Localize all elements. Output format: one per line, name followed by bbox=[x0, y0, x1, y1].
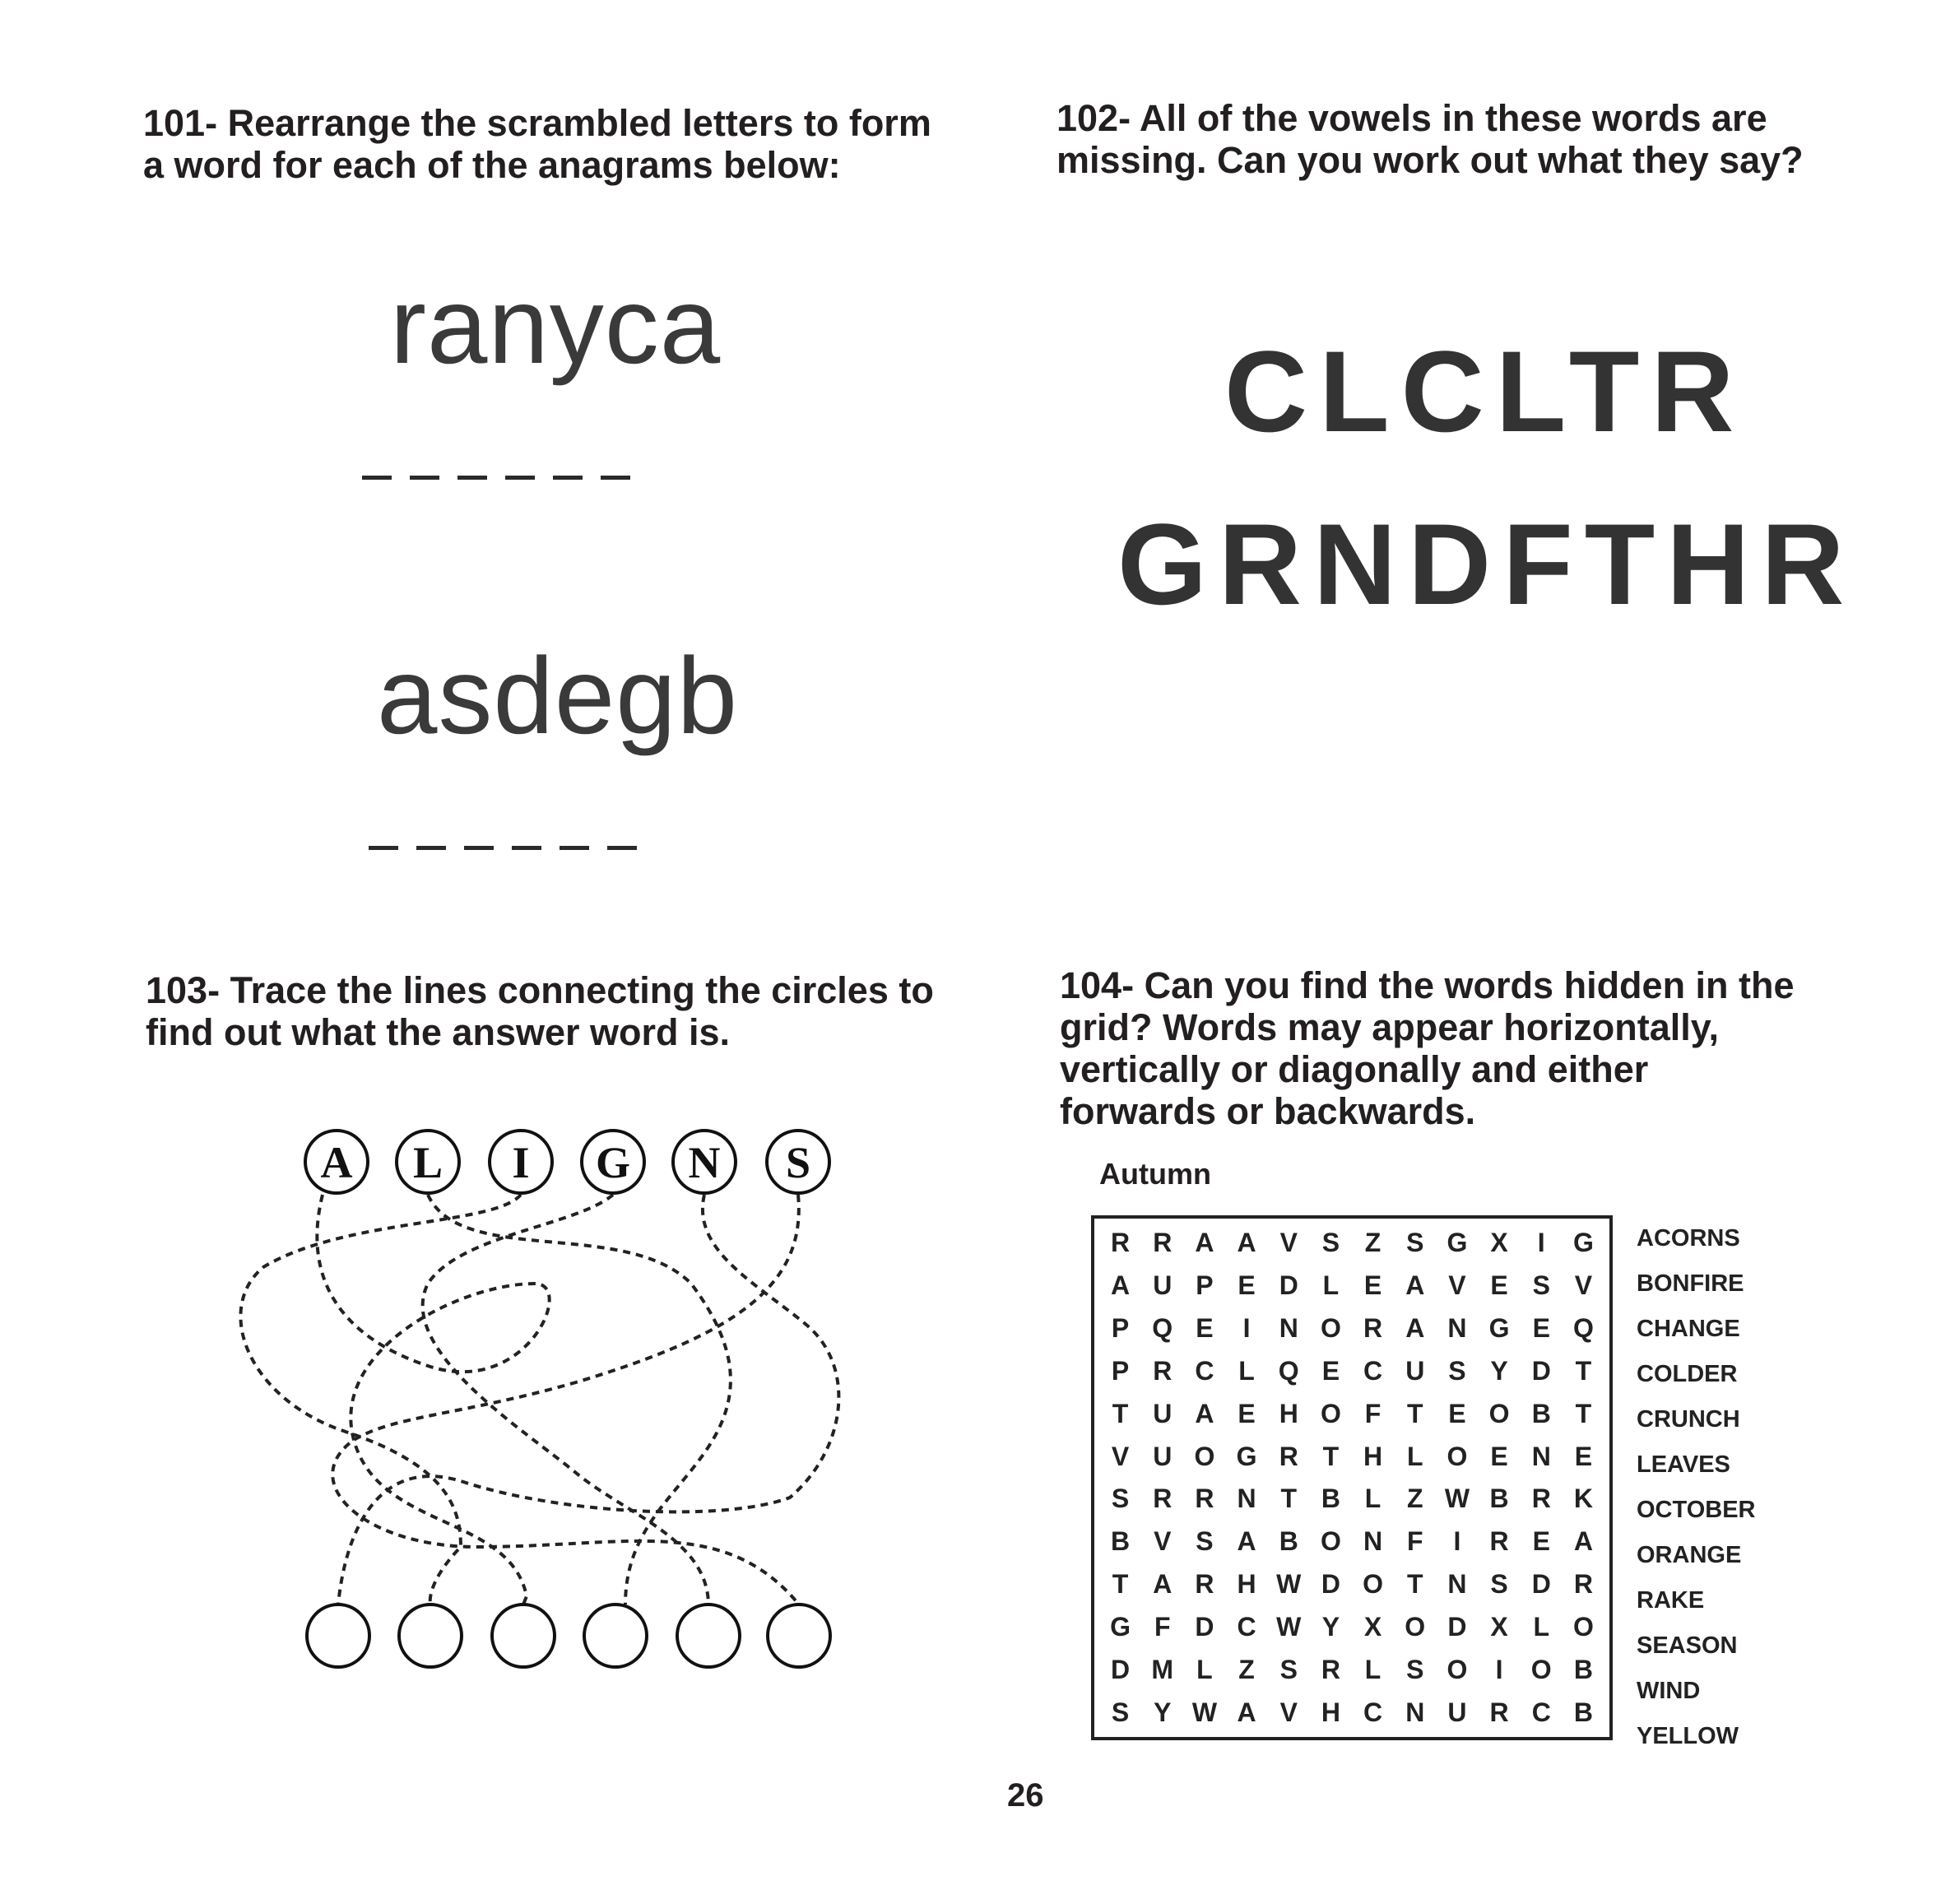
grid-letter: L bbox=[1322, 1270, 1340, 1301]
grid-letter: V bbox=[1154, 1526, 1172, 1557]
grid-letter: H bbox=[1321, 1697, 1340, 1727]
grid-letter: Y bbox=[1490, 1355, 1508, 1386]
grid-letter: Q bbox=[1278, 1355, 1299, 1386]
circle-letter: G bbox=[595, 1138, 631, 1187]
grid-letter: C bbox=[1195, 1355, 1214, 1386]
grid-letter: S bbox=[1532, 1270, 1550, 1301]
grid-letter: B bbox=[1279, 1526, 1298, 1557]
answer-circle bbox=[584, 1604, 647, 1667]
vowelless-word-2: GRNDFTHR bbox=[1117, 499, 1856, 629]
grid-letter: O bbox=[1320, 1313, 1341, 1344]
grid-letter: H bbox=[1279, 1398, 1298, 1428]
grid-letter: S bbox=[1406, 1654, 1424, 1684]
circle-letter: A bbox=[320, 1138, 353, 1187]
grid-letter: C bbox=[1363, 1355, 1383, 1386]
grid-letter: L bbox=[1364, 1484, 1382, 1514]
grid-letter: C bbox=[1363, 1697, 1383, 1727]
grid-letter: W bbox=[1276, 1569, 1302, 1600]
grid-letter: Q bbox=[1572, 1313, 1594, 1344]
word-list-item: WIND bbox=[1637, 1678, 1701, 1704]
grid-letter: E bbox=[1238, 1270, 1256, 1301]
grid-letter: Z bbox=[1364, 1228, 1382, 1258]
grid-letter: E bbox=[1532, 1313, 1550, 1344]
grid-letter: R bbox=[1279, 1441, 1298, 1471]
grid-letter: A bbox=[1111, 1270, 1131, 1301]
grid-letter: R bbox=[1111, 1228, 1131, 1258]
grid-letter: P bbox=[1111, 1355, 1130, 1386]
grid-letter: N bbox=[1447, 1569, 1467, 1600]
grid-letter: G bbox=[1447, 1228, 1468, 1258]
grid-letter: E bbox=[1490, 1441, 1508, 1471]
grid-letter: L bbox=[1533, 1611, 1550, 1642]
grid-letter: B bbox=[1573, 1654, 1593, 1684]
grid-letter: G bbox=[1572, 1228, 1594, 1258]
answer-circle bbox=[492, 1604, 555, 1667]
grid-letter: O bbox=[1572, 1611, 1594, 1642]
answer-circle bbox=[768, 1604, 830, 1667]
grid-letter: A bbox=[1237, 1526, 1256, 1557]
word-list bbox=[1637, 1216, 1755, 1759]
grid-letter: A bbox=[1573, 1526, 1593, 1557]
circle-letter: N bbox=[688, 1138, 721, 1187]
word-list-item: ORANGE bbox=[1637, 1542, 1742, 1568]
grid-letter: O bbox=[1447, 1654, 1468, 1684]
grid-letter: N bbox=[1405, 1697, 1425, 1727]
word-list-item: OCTOBER bbox=[1637, 1497, 1756, 1523]
grid-letter: O bbox=[1447, 1441, 1468, 1471]
grid-letter: U bbox=[1153, 1270, 1173, 1301]
grid-letter: O bbox=[1320, 1398, 1341, 1428]
grid-letter: O bbox=[1405, 1611, 1426, 1642]
word-list-item: SEASON bbox=[1637, 1632, 1738, 1659]
grid-letter: R bbox=[1195, 1484, 1214, 1514]
grid-letter: D bbox=[1531, 1355, 1551, 1386]
word-search-title: Autumn bbox=[1099, 1157, 1211, 1191]
grid-letter: X bbox=[1490, 1611, 1508, 1642]
grid-letter: Z bbox=[1406, 1484, 1423, 1514]
grid-letter: L bbox=[1196, 1654, 1213, 1684]
grid-letter: O bbox=[1194, 1441, 1215, 1471]
grid-letter: T bbox=[1322, 1441, 1340, 1471]
grid-letter: H bbox=[1363, 1441, 1383, 1471]
grid-letter: N bbox=[1447, 1313, 1467, 1344]
grid-letter: F bbox=[1154, 1611, 1171, 1642]
word-search-grid bbox=[1091, 1215, 1613, 1740]
heading-line: missing. Can you work out what they say? bbox=[1056, 139, 1804, 181]
grid-letter: G bbox=[1236, 1441, 1257, 1471]
grid-letter: D bbox=[1321, 1569, 1340, 1600]
grid-letter: D bbox=[1531, 1569, 1551, 1600]
grid-letter: E bbox=[1363, 1270, 1382, 1301]
grid-letter: M bbox=[1151, 1654, 1174, 1684]
heading-line: grid? Words may appear horizontally, bbox=[1060, 1006, 1719, 1048]
word-list-item: RAKE bbox=[1637, 1587, 1705, 1614]
top-letter-circles bbox=[305, 1131, 829, 1193]
grid-letter: T bbox=[1280, 1484, 1298, 1514]
puzzle-104-heading bbox=[1060, 964, 1795, 1132]
word-list-item: CRUNCH bbox=[1637, 1406, 1740, 1433]
grid-letter: D bbox=[1195, 1611, 1214, 1642]
word-list-item: COLDER bbox=[1637, 1361, 1738, 1387]
grid-letter: N bbox=[1531, 1441, 1551, 1471]
grid-letter: B bbox=[1321, 1484, 1340, 1514]
grid-letter: N bbox=[1363, 1526, 1383, 1557]
grid-letter: W bbox=[1191, 1697, 1218, 1727]
grid-letter: Y bbox=[1321, 1611, 1340, 1642]
grid-letter: R bbox=[1489, 1526, 1509, 1557]
grid-letter: U bbox=[1405, 1355, 1425, 1386]
grid-letter: U bbox=[1153, 1441, 1173, 1471]
grid-letter: O bbox=[1530, 1654, 1552, 1684]
grid-letter: R bbox=[1321, 1654, 1340, 1684]
heading-line: vertically or diagonally and either bbox=[1060, 1048, 1649, 1090]
grid-letter: R bbox=[1153, 1228, 1173, 1258]
grid-letter: S bbox=[1111, 1697, 1130, 1727]
grid-letter: E bbox=[1574, 1441, 1593, 1471]
grid-letter: T bbox=[1406, 1398, 1423, 1428]
word-list-item: YELLOW bbox=[1637, 1723, 1739, 1749]
grid-letter: D bbox=[1447, 1611, 1467, 1642]
grid-letter: I bbox=[1495, 1654, 1503, 1684]
page-number: 26 bbox=[1007, 1777, 1044, 1813]
grid-letter: A bbox=[1237, 1697, 1256, 1727]
dashed-lines bbox=[240, 1195, 838, 1604]
grid-letter: R bbox=[1573, 1569, 1593, 1600]
grid-letter: G bbox=[1488, 1313, 1510, 1344]
grid-letter: A bbox=[1153, 1569, 1173, 1600]
grid-letter: B bbox=[1573, 1697, 1593, 1727]
grid-letter: U bbox=[1153, 1398, 1173, 1428]
heading-line: find out what the answer word is. bbox=[146, 1011, 731, 1053]
word-list-item: ACORNS bbox=[1637, 1225, 1740, 1252]
grid-letter: G bbox=[1110, 1611, 1131, 1642]
heading-line: 104- Can you find the words hidden in the bbox=[1060, 964, 1795, 1006]
answer-circle bbox=[677, 1604, 740, 1667]
grid-letter: B bbox=[1111, 1526, 1131, 1557]
word-list-item: LEAVES bbox=[1637, 1451, 1730, 1478]
grid-letter: R bbox=[1489, 1697, 1509, 1727]
heading-line: forwards or backwards. bbox=[1060, 1090, 1476, 1132]
word-list-item: CHANGE bbox=[1637, 1316, 1740, 1342]
grid-letter: U bbox=[1447, 1697, 1467, 1727]
grid-letter: B bbox=[1489, 1484, 1509, 1514]
answer-circle bbox=[307, 1604, 369, 1667]
grid-letter: E bbox=[1196, 1313, 1214, 1344]
grid-letter: R bbox=[1153, 1355, 1173, 1386]
grid-letter: V bbox=[1448, 1270, 1466, 1301]
grid-letter: S bbox=[1196, 1526, 1214, 1557]
anagram-1: ranyca bbox=[390, 265, 722, 386]
grid-letter: A bbox=[1405, 1270, 1425, 1301]
heading-line: a word for each of the anagrams below: bbox=[143, 144, 841, 186]
grid-letter: E bbox=[1490, 1270, 1508, 1301]
grid-letter: L bbox=[1406, 1441, 1423, 1471]
grid-letter: S bbox=[1321, 1228, 1340, 1258]
grid-letter: L bbox=[1238, 1355, 1255, 1386]
grid-letter: R bbox=[1363, 1313, 1383, 1344]
grid-letter: V bbox=[1279, 1697, 1298, 1727]
grid-letter: P bbox=[1111, 1313, 1130, 1344]
grid-letter: E bbox=[1321, 1355, 1340, 1386]
grid-letter: D bbox=[1111, 1654, 1131, 1684]
grid-letter: R bbox=[1531, 1484, 1551, 1514]
grid-letter: E bbox=[1238, 1398, 1256, 1428]
grid-letter: S bbox=[1490, 1569, 1508, 1600]
grid-letter: Z bbox=[1238, 1654, 1255, 1684]
grid-letter: S bbox=[1448, 1355, 1466, 1386]
grid-letter: E bbox=[1532, 1526, 1550, 1557]
grid-letter: Q bbox=[1152, 1313, 1173, 1344]
grid-letter: T bbox=[1112, 1398, 1129, 1428]
grid-letter: S bbox=[1111, 1484, 1130, 1514]
grid-letter: V bbox=[1574, 1270, 1593, 1301]
word-list-item: BONFIRE bbox=[1637, 1270, 1744, 1297]
grid-letter: F bbox=[1406, 1526, 1423, 1557]
heading-line: 101- Rearrange the scrambled letters to form bbox=[143, 102, 931, 144]
grid-letter: O bbox=[1363, 1569, 1384, 1600]
grid-letter: W bbox=[1444, 1484, 1470, 1514]
grid-letter: I bbox=[1537, 1228, 1545, 1258]
grid-letter: V bbox=[1279, 1228, 1298, 1258]
grid-letter: B bbox=[1531, 1398, 1551, 1428]
grid-letter: N bbox=[1237, 1484, 1256, 1514]
grid-letter: L bbox=[1364, 1654, 1382, 1684]
grid-letter: T bbox=[1112, 1569, 1129, 1600]
grid-letter: R bbox=[1153, 1484, 1173, 1514]
grid-letter: O bbox=[1320, 1526, 1341, 1557]
grid-letter: R bbox=[1195, 1569, 1214, 1600]
grid-letter: D bbox=[1279, 1270, 1298, 1301]
grid-letter: I bbox=[1453, 1526, 1461, 1557]
grid-letter: A bbox=[1195, 1398, 1214, 1428]
circle-letter: S bbox=[785, 1138, 811, 1187]
grid-letter: X bbox=[1490, 1228, 1508, 1258]
answer-circle bbox=[399, 1604, 462, 1667]
grid-letter: A bbox=[1195, 1228, 1214, 1258]
trace-line bbox=[240, 1195, 521, 1604]
vowelless-word-1: CLCLTR bbox=[1224, 327, 1746, 456]
circle-letter: I bbox=[512, 1138, 530, 1187]
grid-letter: T bbox=[1575, 1355, 1592, 1386]
grid-letter: I bbox=[1242, 1313, 1251, 1344]
grid-letter: S bbox=[1279, 1654, 1298, 1684]
heading-line: 102- All of the vowels in these words are bbox=[1056, 97, 1767, 139]
grid-letter: H bbox=[1237, 1569, 1256, 1600]
grid-letter: P bbox=[1196, 1270, 1214, 1301]
grid-letter: C bbox=[1237, 1611, 1256, 1642]
grid-letter: W bbox=[1276, 1611, 1302, 1642]
grid-letter: V bbox=[1111, 1441, 1130, 1471]
grid-letter: C bbox=[1531, 1697, 1551, 1727]
grid-letter: S bbox=[1406, 1228, 1424, 1258]
grid-letter: N bbox=[1279, 1313, 1298, 1344]
grid-letter: F bbox=[1364, 1398, 1382, 1428]
grid-letter: O bbox=[1488, 1398, 1510, 1428]
grid-letter: E bbox=[1448, 1398, 1466, 1428]
grid-letter: A bbox=[1237, 1228, 1256, 1258]
grid-letter: A bbox=[1405, 1313, 1425, 1344]
grid-letter: T bbox=[1575, 1398, 1592, 1428]
heading-line: 103- Trace the lines connecting the circles to bbox=[146, 969, 934, 1011]
answer-circles bbox=[307, 1604, 830, 1667]
grid-letter: K bbox=[1573, 1484, 1593, 1514]
grid-letter: X bbox=[1363, 1611, 1382, 1642]
anagram-2: asdegb bbox=[377, 635, 739, 756]
circle-letter: L bbox=[412, 1138, 443, 1187]
grid-letter: Y bbox=[1154, 1697, 1172, 1727]
trace-line bbox=[428, 1195, 731, 1604]
grid-letter: T bbox=[1406, 1569, 1423, 1600]
